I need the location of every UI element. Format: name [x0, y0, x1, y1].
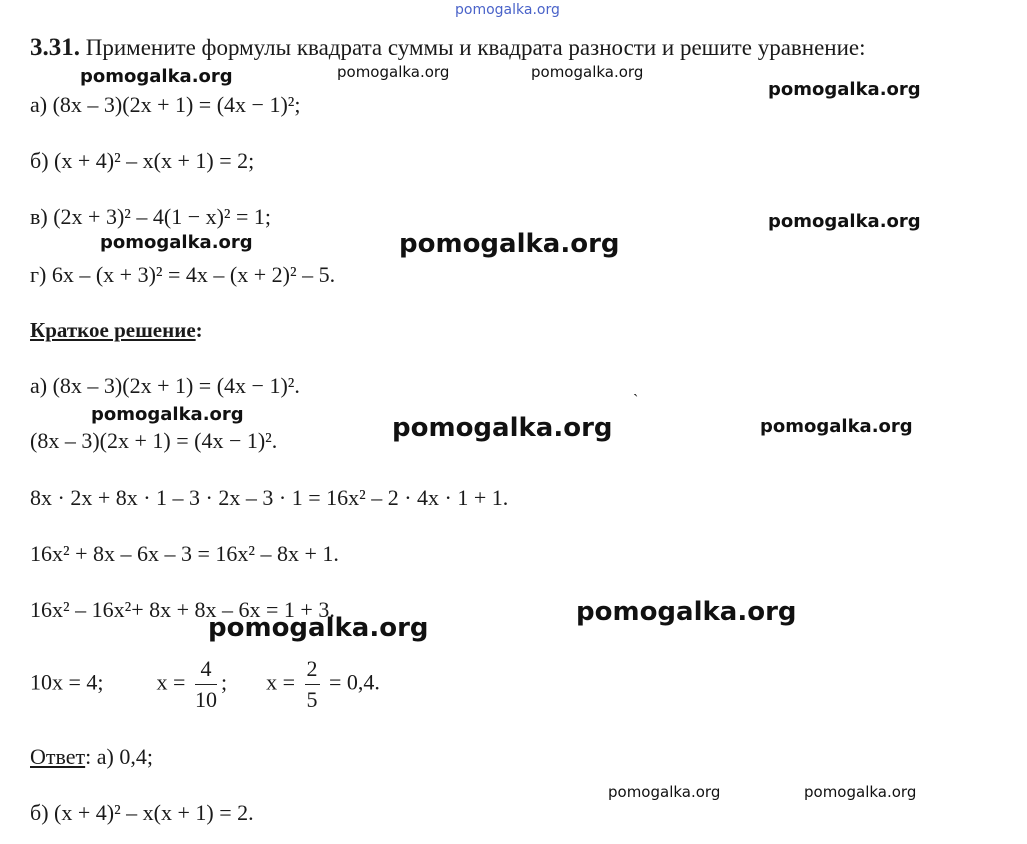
watermark: pomogalka.org: [399, 229, 620, 259]
task-prompt: Примените формулы квадрата суммы и квадрата разности и решите уравнение:: [85, 35, 866, 60]
task-header: [30, 34, 866, 62]
watermark: pomogalka.org: [392, 413, 613, 443]
solution-heading-row: [30, 318, 203, 343]
fraction-denominator: 10: [194, 687, 217, 712]
watermark: pomogalka.org: [208, 613, 429, 643]
watermark: pomogalka.org: [531, 63, 644, 81]
answer-row: [30, 744, 153, 770]
watermark-top: pomogalka.org: [455, 2, 560, 18]
final-eq3-prefix: x =: [266, 669, 295, 695]
solution-final-row: [30, 656, 380, 713]
watermark: pomogalka.org: [337, 63, 450, 81]
watermark: pomogalka.org: [804, 783, 917, 801]
next-item-b: б) (x + 4)² – x(x + 1) = 2.: [30, 800, 254, 825]
solution-line-1: (8x – 3)(2x + 1) = (4x − 1)².: [30, 428, 278, 453]
answer-label: Ответ: [30, 744, 86, 769]
stray-mark: `: [633, 392, 639, 409]
solution-line-4: 16x² – 16x²+ 8x + 8x – 6x = 1 + 3.: [30, 597, 335, 622]
task-item-d: г) 6x – (x + 3)² = 4x – (x + 2)² – 5.: [30, 262, 336, 287]
task-item-a: а) (8x – 3)(2x + 1) = (4x − 1)²;: [30, 92, 301, 117]
watermark: pomogalka.org: [608, 783, 721, 801]
watermark: pomogalka.org: [576, 597, 797, 627]
watermark: pomogalka.org: [91, 404, 244, 425]
final-eq1: 10x = 4;: [30, 669, 104, 695]
solution-heading-colon: :: [195, 318, 203, 342]
watermark: pomogalka.org: [80, 66, 233, 87]
watermark: pomogalka.org: [760, 416, 913, 437]
task-number: 3.31.: [30, 34, 80, 61]
answer-text: : а) 0,4;: [85, 744, 153, 769]
task-item-c: в) (2x + 3)² – 4(1 − x)² = 1;: [30, 204, 272, 229]
final-eq2-suffix: ;: [220, 669, 228, 695]
fraction-numerator: 4: [195, 656, 217, 685]
solution-heading: Краткое решение: [30, 318, 196, 342]
fraction-4-10: [195, 656, 217, 713]
fraction-numerator: 2: [305, 656, 320, 685]
fraction-2-5: [305, 656, 320, 713]
fraction-denominator: 5: [306, 687, 318, 712]
solution-line-a: а) (8x – 3)(2x + 1) = (4x − 1)².: [30, 373, 300, 398]
solution-line-3: 16x² + 8x – 6x – 3 = 16x² – 8x + 1.: [30, 541, 339, 566]
watermark: pomogalka.org: [768, 211, 921, 232]
solution-line-2: 8x · 2x + 8x · 1 – 3 · 2x – 3 · 1 = 16x² – 2 · 4x · 1 + 1.: [30, 485, 509, 510]
watermark: pomogalka.org: [768, 79, 921, 100]
final-eq3-suffix: = 0,4.: [329, 669, 380, 695]
watermark: pomogalka.org: [100, 232, 253, 253]
task-item-b: б) (x + 4)² – x(x + 1) = 2;: [30, 148, 255, 173]
final-eq2-prefix: x =: [156, 669, 186, 695]
